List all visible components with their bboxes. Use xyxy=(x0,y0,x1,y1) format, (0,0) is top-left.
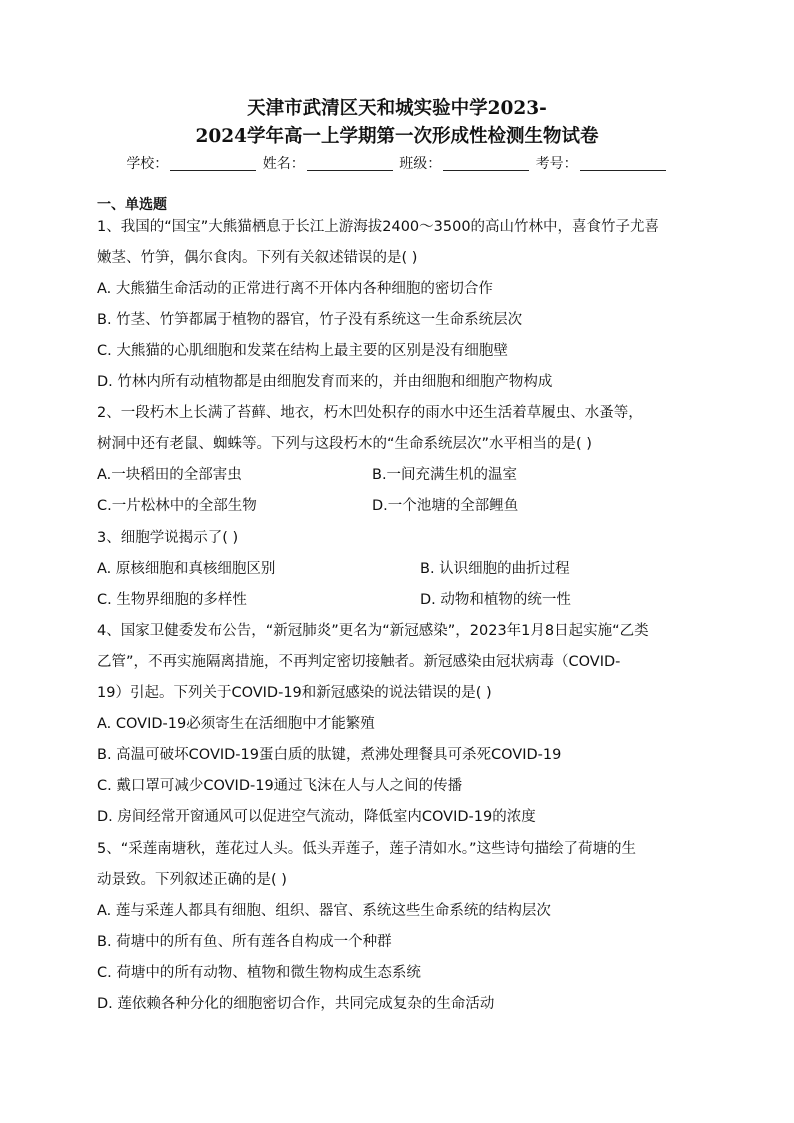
name-blank[interactable] xyxy=(307,156,393,171)
school-label: 学校： xyxy=(126,156,169,172)
q4-stem-line2: 乙管”，不再实施隔离措施，不再判定密切接触者。新冠感染由冠状病毒（COVID- xyxy=(97,654,621,670)
q1-stem-line2: 嫩茎、竹笋，偶尔食肉。下列有关叙述错误的是( ) xyxy=(97,250,418,266)
q3-option-b[interactable]: B. 认识细胞的曲折过程 xyxy=(420,561,570,577)
q5-stem-line2: 动景致。下列叙述正确的是( ) xyxy=(97,872,287,888)
student-info-row xyxy=(0,153,794,175)
q2-option-b[interactable]: B.一间充满生机的温室 xyxy=(372,467,518,483)
q5-option-a[interactable]: A. 莲与采莲人都具有细胞、组织、器官、系统这些生命系统的结构层次 xyxy=(97,903,551,919)
q2-stem-line1: 2、一段朽木上长满了苔藓、地衣，朽木凹处积存的雨水中还生活着草履虫、水蚤等， xyxy=(97,405,643,421)
exam-number-label: 考号： xyxy=(535,156,578,172)
exam-title-line1: 天津市武清区天和城实验中学2023- xyxy=(247,98,547,119)
q3-option-a[interactable]: A. 原核细胞和真核细胞区别 xyxy=(97,561,276,577)
q5-stem-line1: 5、“采莲南塘秋，莲花过人头。低头弄莲子，莲子清如水。”这些诗句描绘了荷塘的生 xyxy=(97,841,636,857)
q2-stem-line2: 树洞中还有老鼠、蜘蛛等。下列与这段朽木的“生命系统层次”水平相当的是( ) xyxy=(97,436,592,452)
exam-title-line2: 2024学年高一上学期第一次形成性检测生物试卷 xyxy=(195,126,599,147)
q2-option-d[interactable]: D.一个池塘的全部鲤鱼 xyxy=(372,498,519,514)
q4-option-a[interactable]: A. COVID-19必须寄生在活细胞中才能繁殖 xyxy=(97,716,375,732)
name-label: 姓名： xyxy=(262,156,305,172)
class-label: 班级： xyxy=(399,156,442,172)
q1-option-a[interactable]: A. 大熊猫生命活动的正常进行离不开体内各种细胞的密切合作 xyxy=(97,281,493,297)
q5-option-c[interactable]: C. 荷塘中的所有动物、植物和微生物构成生态系统 xyxy=(97,965,421,981)
q3-stem-line1: 3、细胞学说揭示了( ) xyxy=(97,530,239,546)
q1-option-d[interactable]: D. 竹林内所有动植物都是由细胞发育而来的，并由细胞和细胞产物构成 xyxy=(97,374,553,390)
q4-option-c[interactable]: C. 戴口罩可减少COVID-19通过飞沫在人与人之间的传播 xyxy=(97,778,463,794)
q5-option-b[interactable]: B. 荷塘中的所有鱼、所有莲各自构成一个种群 xyxy=(97,934,392,950)
q2-option-a[interactable]: A.一块稻田的全部害虫 xyxy=(97,467,242,483)
q1-stem-line1: 1、我国的“国宝”大熊猫栖息于长江上游海拔2400～3500的高山竹林中，喜食竹子尤喜 xyxy=(97,219,660,235)
q4-option-d[interactable]: D. 房间经常开窗通风可以促进空气流动，降低室内COVID-19的浓度 xyxy=(97,809,536,825)
exam-number-blank[interactable] xyxy=(580,156,666,171)
q4-option-b[interactable]: B. 高温可破坏COVID-19蛋白质的肽键，煮沸处理餐具可杀死COVID-19 xyxy=(97,747,562,763)
q1-option-c[interactable]: C. 大熊猫的心肌细胞和发菜在结构上最主要的区别是没有细胞壁 xyxy=(97,343,508,359)
q2-option-c[interactable]: C.一片松林中的全部生物 xyxy=(97,498,257,514)
q3-option-d[interactable]: D. 动物和植物的统一性 xyxy=(420,592,571,608)
school-blank[interactable] xyxy=(170,156,256,171)
q1-option-b[interactable]: B. 竹茎、竹笋都属于植物的器官，竹子没有系统这一生命系统层次 xyxy=(97,312,523,328)
section-heading: 一、单选题 xyxy=(97,197,167,213)
class-blank[interactable] xyxy=(443,156,529,171)
q3-option-c[interactable]: C. 生物界细胞的多样性 xyxy=(97,592,247,608)
q4-stem-line3: 19）引起。下列关于COVID-19和新冠感染的说法错误的是( ) xyxy=(97,685,492,701)
q4-stem-line1: 4、国家卫健委发布公告，“新冠肺炎”更名为“新冠感染”，2023年1月8日起实施“乙类 xyxy=(97,623,649,639)
q5-option-d[interactable]: D. 莲依赖各种分化的细胞密切合作，共同完成复杂的生命活动 xyxy=(97,996,495,1012)
